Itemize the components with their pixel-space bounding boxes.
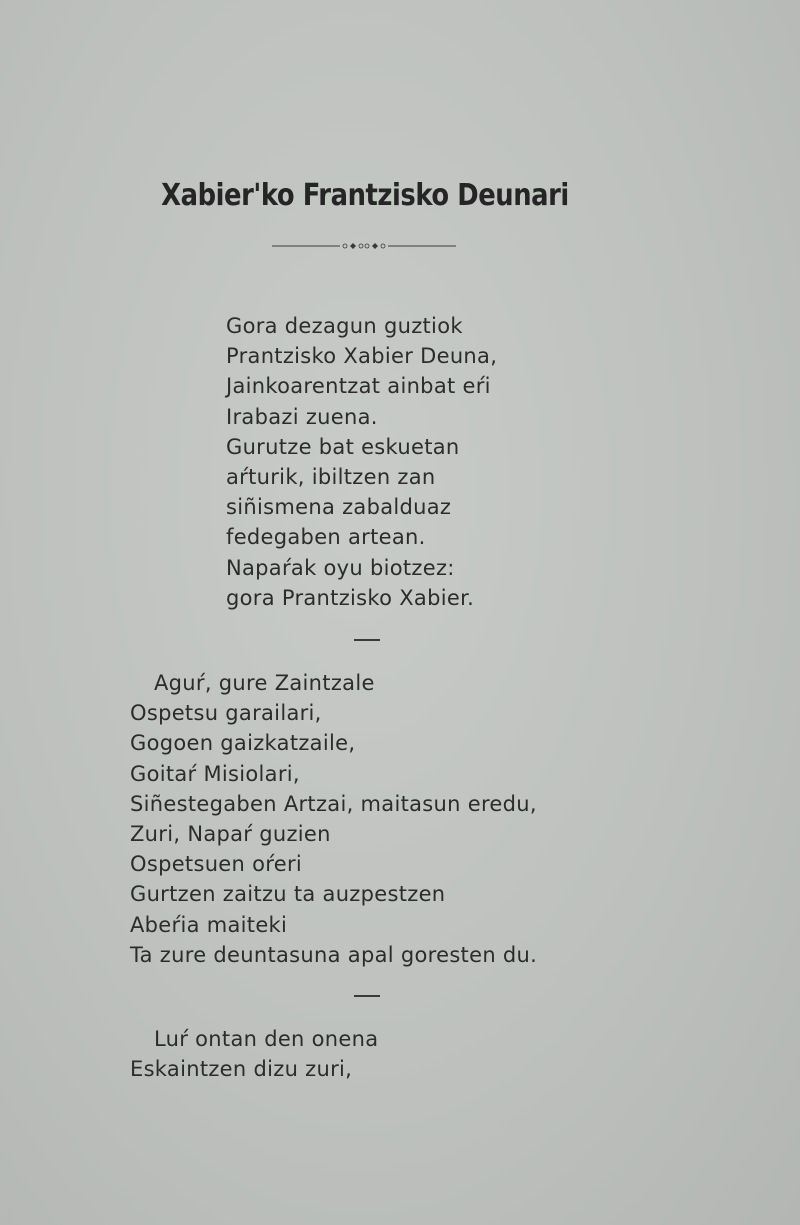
verse-line: Ta zure deuntasuna apal goresten du.	[130, 942, 538, 967]
verse-line: Eskaintzen dizu zuri,	[130, 1057, 353, 1082]
verse-line: Irabazi zuena.	[226, 404, 378, 429]
verse-line: Aguŕ, gure Zaintzale	[154, 671, 375, 695]
verse-line: Napaŕak oyu biotzez:	[226, 555, 455, 580]
verse-line: siñismena zabalduaz	[226, 495, 452, 520]
verse-line: Abeŕia maiteki	[130, 912, 288, 937]
verse-line: Gora dezagun guztiok	[226, 314, 463, 338]
verse-line: Gurutze bat eskuetan	[226, 434, 460, 459]
ornamental-divider	[272, 240, 456, 252]
stanza-separator	[354, 639, 380, 641]
stanza-2	[130, 668, 537, 970]
verse-line: Luŕ ontan den onena	[154, 1027, 379, 1051]
verse-line: Gurtzen zaitzu ta auzpestzen	[130, 882, 446, 907]
verse-line: Ospetsuen oŕeri	[130, 852, 303, 877]
verse-line: Prantzisko Xabier Deuna,	[226, 344, 498, 369]
verse-line: Siñestegaben Artzai, maitasun eredu,	[130, 791, 537, 816]
verse-line: Zuri, Napaŕ guzien	[130, 822, 331, 847]
verse-line: Gogoen gaizkatzaile,	[130, 731, 356, 756]
verse-line: aŕturik, ibiltzen zan	[226, 465, 436, 490]
verse-line: fedegaben artean.	[226, 525, 426, 550]
stanza-separator	[354, 995, 380, 997]
verse-line: gora Prantzisko Xabier.	[226, 585, 475, 610]
stanza-3	[130, 1024, 378, 1084]
verse-line: Jainkoarentzat ainbat eŕi	[226, 374, 491, 399]
verse-line: Ospetsu garailari,	[130, 701, 322, 726]
stanza-1	[226, 311, 497, 613]
page-title: Xabier'ko Frantzisko Deunari	[161, 178, 569, 213]
verse-line: Goitaŕ Misiolari,	[130, 761, 300, 786]
